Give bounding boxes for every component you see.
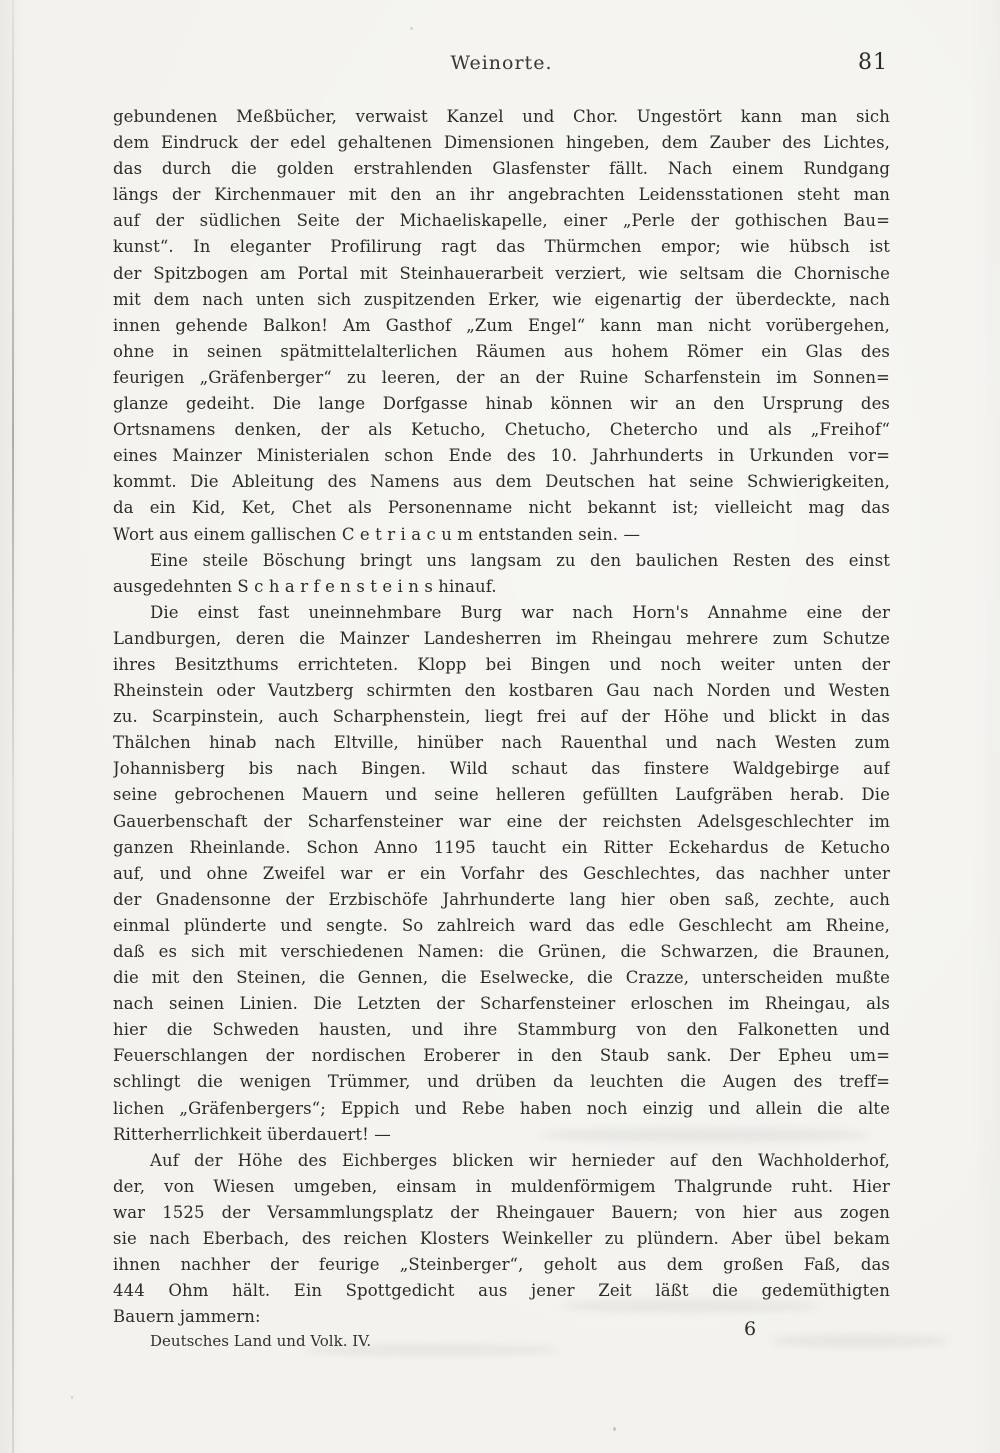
text-line: ihnen nachher der feurige „Steinberger“, geholt aus dem großen Faß, das <box>113 1255 890 1275</box>
text-line: ausgedehnten S c h a r f e n s t e i n s hinauf. <box>113 576 497 596</box>
printers-signature-mark: 6 <box>744 1318 757 1340</box>
text-line: Ortsnamens denken, der als Ketucho, Chetucho, Chetercho und als „Freihof“ <box>113 420 890 440</box>
paper-speck <box>410 27 413 30</box>
text-line: schlingt die wenigen Trümmer, und drüben da leuchten die Augen des treff= <box>113 1072 890 1092</box>
text-line: die mit den Steinen, die Gennen, die Eselwecke, die Crazze, unterscheiden mußte <box>113 968 890 988</box>
paper-speck <box>71 1396 73 1399</box>
text-line: ganzen Rheinlande. Schon Anno 1195 taucht ein Ritter Eckehardus de Ketucho <box>113 837 890 857</box>
text-line: das durch die golden erstrahlenden Glasfenster fällt. Nach einem Rundgang <box>113 159 890 179</box>
series-footer-note: Deutsches Land und Volk. IV. <box>150 1332 372 1350</box>
text-line: hier die Schweden hausten, und ihre Stammburg von den Falkonetten und <box>113 1020 890 1040</box>
text-line: kommt. Die Ableitung des Namens aus dem Deutschen hat seine Schwierigkeiten, <box>113 472 890 492</box>
text-line: innen gehende Balkon! Am Gasthof „Zum Engel“ kann man nicht vorübergehen, <box>113 315 890 335</box>
text-line: feurigen „Gräfenberger“ zu leeren, der an der Ruine Scharfenstein im Sonnen= <box>113 367 890 387</box>
text-line: eines Mainzer Ministerialen schon Ende des 10. Jahrhunderts in Urkunden vor= <box>113 446 890 466</box>
text-line: lichen „Gräfenbergers“; Eppich und Rebe haben noch einzig und allein die alte <box>113 1098 890 1118</box>
text-line: ohne in seinen spätmittelalterlichen Räumen aus hohem Römer ein Glas des <box>113 341 890 361</box>
text-line: auf der südlichen Seite der Michaeliskapelle, einer „Perle der gothischen Bau= <box>113 211 890 231</box>
page-number: 81 <box>858 50 888 75</box>
text-line: Bauern jammern: <box>113 1307 261 1327</box>
text-line: daß es sich mit verschiedenen Namen: die Grünen, die Schwarzen, die Braunen, <box>113 942 890 961</box>
text-line: einmal plünderte und sengte. So zahlreich ward das edle Geschlecht am Rheine, <box>113 915 890 935</box>
paper-speck <box>613 1427 616 1431</box>
body-text <box>113 104 890 1330</box>
text-line: zu. Scarpinstein, auch Scharphenstein, liegt frei auf der Höhe und blickt in das <box>113 707 890 727</box>
page-content <box>113 52 890 1330</box>
text-line: nach seinen Linien. Die Letzten der Scharfensteiner erloschen im Rheingau, als <box>113 994 890 1014</box>
text-line: Feuerschlangen der nordischen Eroberer in den Staub sank. Der Epheu um= <box>113 1046 890 1066</box>
text-line: Die einst fast uneinnehmbare Burg war nach Horn's Annahme eine der <box>150 602 890 622</box>
running-title: Weinorte. <box>450 52 553 74</box>
page-left-edge-crease <box>12 0 14 1453</box>
text-line: sie nach Eberbach, des reichen Klosters Weinkeller zu plündern. Aber übel bekam <box>113 1229 890 1249</box>
text-line: kunst“. In eleganter Profilirung ragt das Thürmchen empor; wie hübsch ist <box>113 237 890 257</box>
text-line: mit dem nach unten sich zuspitzenden Erker, wie eigenartig der überdeckte, nach <box>113 289 890 309</box>
text-line: war 1525 der Versammlungsplatz der Rheingauer Bauern; von hier aus zogen <box>113 1202 890 1222</box>
text-line: Landburgen, deren die Mainzer Landesherren im Rheingau mehrere zum Schutze <box>113 628 890 648</box>
text-line: der Gnadensonne der Erzbischöfe Jahrhunderte lang hier oben saß, zechte, auch <box>113 889 890 909</box>
text-line: Gauerbenschaft der Scharfensteiner war eine der reichsten Adelsgeschlechter im <box>113 811 890 831</box>
text-line: Eine steile Böschung bringt uns langsam zu den baulichen Resten des einst <box>150 550 890 570</box>
text-line: auf, und ohne Zweifel war er ein Vorfahr des Geschlechtes, das nachher unter <box>113 863 890 883</box>
text-line: Wort aus einem gallischen C e t r i a c u m entstanden sein. — <box>113 524 641 544</box>
text-line: längs der Kirchenmauer mit den an ihr angebrachten Leidensstationen steht man <box>113 185 890 205</box>
text-line: Johannisberg bis nach Bingen. Wild schaut das finstere Waldgebirge auf <box>113 759 890 779</box>
text-line: da ein Kid, Ket, Chet als Personenname nicht bekannt ist; vielleicht mag das <box>113 498 890 518</box>
text-line: der Spitzbogen am Portal mit Steinhauerarbeit verziert, wie seltsam die Chornische <box>113 263 890 283</box>
text-line: der, von Wiesen umgeben, einsam in muldenförmigem Thalgrunde ruht. Hier <box>113 1176 890 1196</box>
text-line: glanze gedeiht. Die lange Dorfgasse hinab können wir an den Ursprung des <box>113 394 890 414</box>
text-line: Thälchen hinab nach Eltville, hinüber nach Rauenthal und nach Westen zum <box>113 733 890 753</box>
text-line: Ritterherrlichkeit überdauert! — <box>113 1124 391 1144</box>
text-line: 444 Ohm hält. Ein Spottgedicht aus jener Zeit läßt die gedemüthigten <box>113 1281 890 1301</box>
text-line: seine gebrochenen Mauern und seine helleren gefüllten Laufgräben herab. Die <box>113 785 890 805</box>
running-head <box>113 52 890 86</box>
text-line: ihres Besitzthums errichteten. Klopp bei Bingen und noch weiter unten der <box>113 654 890 674</box>
bleedthrough-smudge <box>770 1335 950 1347</box>
text-line: dem Eindruck der edel gehaltenen Dimensionen hingeben, dem Zauber des Lichtes, <box>113 133 890 153</box>
text-line: gebundenen Meßbücher, verwaist Kanzel und Chor. Ungestört kann man sich <box>113 107 890 126</box>
text-line: Auf der Höhe des Eichberges blicken wir hernieder auf den Wachholderhof, <box>150 1150 890 1170</box>
text-line: Rheinstein oder Vautzberg schirmten den kostbaren Gau nach Norden und Westen <box>113 681 890 701</box>
